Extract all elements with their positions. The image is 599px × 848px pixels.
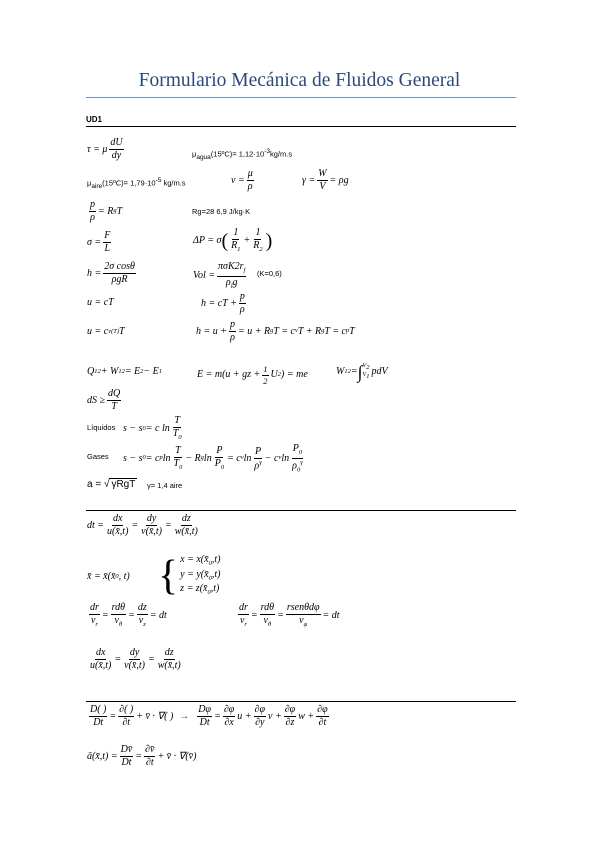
formula-total-energy: E = m(u + gz + $\frac{1}{2}$ U 2 ) = me (197, 364, 308, 386)
formula-material-derivative: $\frac{D( )}{Dt}$ = $\frac{\partial( )}{\partial t}$ + v̄ · ∇( ) → $\frac{D\varphi}{Dt}$ = $\frac{\partial\varphi}{\partial x}$ u + $\frac{\partial\varphi}{\partial y}$ v + $\frac{\partial\varphi}{\partial z}$ w + $\frac{\partial\varphi}{\partial t}$ (90, 704, 328, 728)
formula-position: x̄ = x̄(x̄ 0 , t) (87, 571, 130, 582)
viscosity-air: $\mu_{aire}(15ºC)= 1,79\cdot 10^{-5}$ kg/m.s (87, 177, 186, 190)
formula-enthalpy-gas: h = u + $\frac{p}{\rho}$ = u + R g T = c v T + R g T = c p T (196, 319, 355, 343)
formula-acceleration: ā(x̄,t) = $\frac{Dv̄}{Dt}$ = $\frac{\partial v̄}{\partial t}$ + v̄ · ∇(v̄) (87, 744, 197, 768)
formula-position-components: { $x = x(x̄_0,t)$ $y = y(x̄_0,t)$ $z = z(x̄_0,t)$ (158, 553, 221, 599)
formula-kinematic-viscosity: ν = $\frac{\mu}{\rho}$ (231, 168, 253, 192)
formula-entropy: dS ≥ $\frac{dQ}{T}$ (87, 388, 121, 412)
formula-streamline-spherical: $\frac{dr}{v_r}$ = $\frac{\text{rdθ}}{v_\theta}$ = $\frac{\text{rsenθdφ}}{v_\varphi}$ = dt (239, 602, 340, 628)
heat-capacity-ratio: γ= 1,4 aire (147, 481, 183, 490)
label-liquids: Líquidos (87, 423, 116, 432)
formula-specific-weight: γ = $\frac{W}{V}$ = ρg (302, 168, 349, 192)
formula-enthalpy-liquid: h = cT + $\frac{p}{\rho}$ (201, 291, 245, 315)
section-heading-ud1: UD1 (86, 115, 103, 124)
formula-work: W 12 = ∫ $V_2$ $V_1$ pdV (336, 362, 388, 382)
document-title: Formulario Mecánica de Fluidos General (138, 70, 461, 91)
formula-ideal-gas: $\frac{p}{\rho}$ = R g T (90, 199, 123, 223)
formula-speed-of-sound: a = √ γRgT (87, 479, 136, 490)
gas-constant: Rg=28 6,9 J/kg·K (192, 207, 251, 216)
formula-surface-tension: σ = $\frac{F}{L}$ (87, 230, 111, 254)
section-rule (86, 126, 516, 127)
formula-entropy-gases: s − s 0 = c p ln $\frac{T}{T_0}$ − R g ln $\frac{P}{P_0}$ = c v ln $\frac{P}{\rho^\gamma}$ − c v ln $\frac{P_0}{\rho_0^\gamma}$ (123, 443, 303, 473)
formula-pathline: dt = $\frac{dx}{u(x̄,t)}$ = $\frac{dy}{v(x̄,t)}$ = $\frac{dz}{w(x̄,t)}$ (87, 513, 198, 537)
formula-entropy-liquids: s − s 0 = c ln $\frac{T}{T_0}$ (123, 415, 182, 441)
formula-first-law: Q 12 + W 12 = E 2 − E 1 (87, 366, 163, 377)
formula-streamline-cylindrical: $\frac{dr}{v_r}$ = $\frac{\text{rdθ}}{v_\theta}$ = $\frac{dz}{v_z}$ = dt (90, 602, 167, 628)
viscosity-water: $\mu_{agua}(15ºC)= 1,12\cdot 10^{-3}kg/m.s$ (192, 148, 293, 161)
label-gases: Gases (87, 452, 109, 461)
formula-capillary-rise: h = $\frac{\text{2σ cosθ}}{\text{ρgR}}$ (87, 261, 135, 285)
formula-internal-energy: u = cT (87, 297, 114, 308)
formula-shear-stress: τ = μ $\frac{dU}{dy}$ (87, 137, 123, 161)
formula-streamline: $\frac{dx}{u(x̄,t)}$ = $\frac{dy}{v(x̄,t)}$ = $\frac{dz}{w(x̄,t)}$ (90, 647, 181, 671)
formula-internal-energy-gas: u = c v(T) T (87, 326, 125, 337)
title-underline (86, 97, 516, 98)
section-rule-kinematics (86, 510, 516, 511)
formula-laplace-pressure: ΔP = σ ( $\frac{1}{R_1}$ + $\frac{1}{R_2}$ ) (193, 227, 273, 253)
section-rule-derivative (86, 701, 516, 702)
formula-volume: Vol = $\frac{\pi\sigma K2r_f}{\rho_lg}$ (193, 261, 246, 290)
constant-k: (K=0,6) (257, 269, 282, 278)
